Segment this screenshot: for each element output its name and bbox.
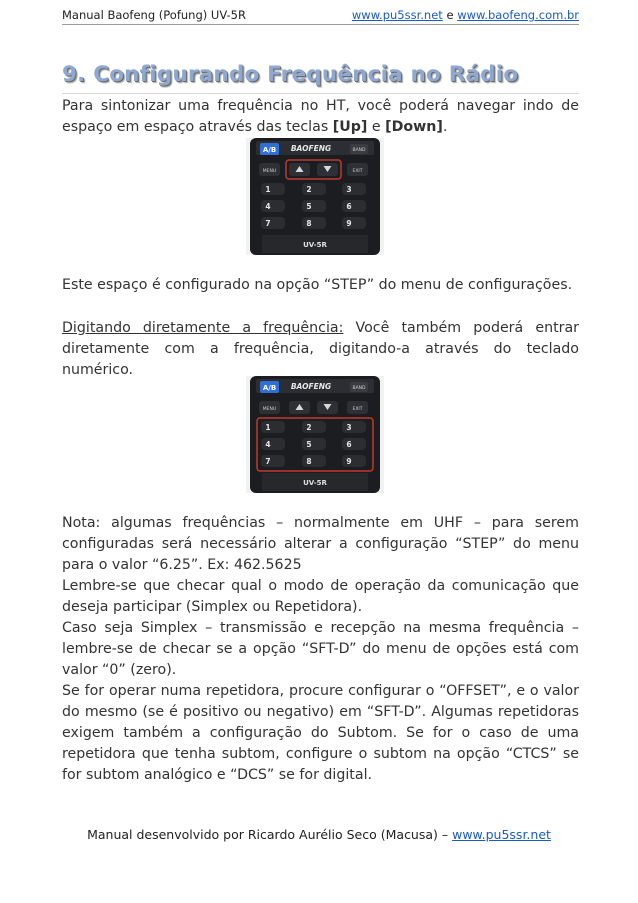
key-7: 7 — [265, 457, 271, 466]
key-4: 4 — [265, 202, 271, 211]
ab-label: A/B — [262, 146, 277, 154]
intro-and: e — [367, 119, 386, 135]
key-1: 1 — [265, 185, 271, 194]
key-8: 8 — [306, 219, 312, 228]
brand-label: BAOFENG — [290, 382, 332, 391]
model-label: UV-5R — [303, 241, 327, 249]
direct-entry-lead: Digitando diretamente a frequência: — [62, 320, 344, 336]
key-5: 5 — [306, 440, 312, 449]
model-label: UV-5R — [303, 479, 327, 487]
footer-link[interactable]: www.pu5ssr.net — [452, 827, 551, 842]
ab-label: A/B — [262, 384, 277, 392]
paragraph-direct-entry — [62, 318, 579, 381]
key-7: 7 — [265, 219, 271, 228]
key-3: 3 — [346, 423, 352, 432]
key-5: 5 — [306, 202, 312, 211]
key-2: 2 — [306, 185, 312, 194]
menu-key-label: MENU — [262, 407, 277, 412]
direct-entry-text: Você também poderá entrar diretamente com a frequência, digitando-a através do teclado numérico. — [62, 320, 579, 378]
intro-text: Para sintonizar uma frequência no HT, você poderá navegar indo de espaço em espaço através das teclas — [62, 98, 579, 135]
key-1: 1 — [265, 423, 271, 432]
key-up: [Up] — [332, 119, 368, 135]
key-8: 8 — [306, 457, 312, 466]
page-footer — [0, 827, 638, 842]
key-9: 9 — [346, 219, 352, 228]
footer-credit: Manual desenvolvido por Ricardo Aurélio Seco (Macusa) – — [87, 827, 453, 842]
band-label: BAND — [352, 148, 366, 153]
header-separator: e — [442, 8, 458, 22]
header-link-baofeng[interactable]: www.baofeng.com.br — [457, 8, 579, 22]
header-link-pu5ssr[interactable]: www.pu5ssr.net — [351, 8, 443, 22]
paragraph-note: Nota: algumas frequências – normalmente em UHF – para serem configuradas será necessário alterar a configuração “STEP” do menu para o valor “6.25”. Ex: 462.5625 — [62, 515, 579, 573]
section-title: 9. Configurando Frequência no Rádio — [62, 62, 579, 94]
page-header — [62, 6, 579, 25]
paragraph-intro — [62, 96, 579, 138]
band-label: BAND — [352, 386, 366, 391]
header-title: Manual Baofeng (Pofung) UV-5R — [62, 8, 246, 22]
header-links — [352, 8, 579, 22]
paragraph-repeater: Se for operar numa repetidora, procure configurar o “OFFSET”, e o valor do mesmo (se é positivo ou negativo) em “SFT-D”. Algumas repetidoras exigem também a configuração do Subtom. Se for o caso de uma repetidora que tenha subtom, configure o subtom na opção “CTCS” se for subtom analógico e “DCS” se for digital. — [62, 683, 579, 783]
key-4: 4 — [265, 440, 271, 449]
key-2: 2 — [306, 423, 312, 432]
key-down: [Down] — [385, 119, 443, 135]
radio-keypad-photo-numeric — [246, 376, 384, 493]
paragraph-simplex: Caso seja Simplex – transmissão e recepção na mesma frequência – lembre-se de checar se a opção “SFT-D” do menu de opções está com valor “0” (zero). — [62, 620, 579, 678]
menu-key-label: MENU — [262, 169, 277, 174]
exit-key-label: EXIT — [352, 407, 363, 412]
key-3: 3 — [346, 185, 352, 194]
key-6: 6 — [346, 440, 352, 449]
paragraph-step: Este espaço é configurado na opção “STEP” do menu de configurações. — [62, 277, 573, 293]
paragraph-mode: Lembre-se que checar qual o modo de operação da comunicação que deseja participar (Simplex ou Repetidora). — [62, 578, 579, 615]
exit-key-label: EXIT — [352, 169, 363, 174]
radio-keypad-photo-updown — [246, 138, 384, 255]
intro-end: . — [442, 119, 448, 135]
brand-label: BAOFENG — [290, 144, 332, 153]
key-6: 6 — [346, 202, 352, 211]
key-9: 9 — [346, 457, 352, 466]
